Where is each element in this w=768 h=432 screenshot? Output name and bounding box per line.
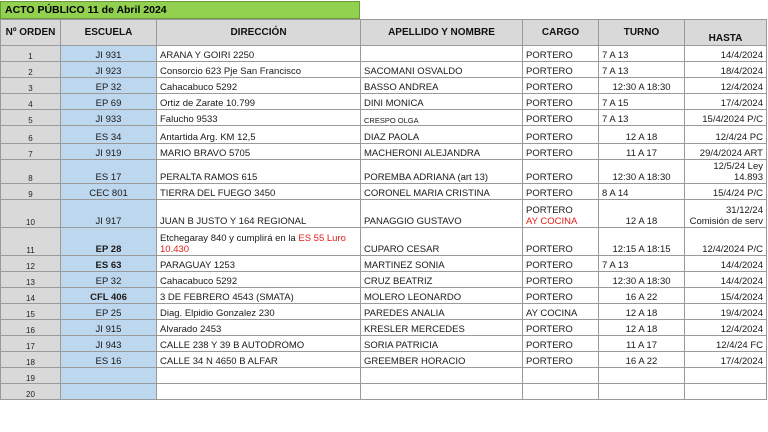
cell-nombre[interactable]: MACHERONI ALEJANDRA xyxy=(361,144,523,160)
direccion-text: CALLE 34 N 4650 B ALFAR xyxy=(160,356,278,367)
cell-direccion[interactable] xyxy=(157,228,361,256)
cargo-text: PORTERO xyxy=(526,66,573,77)
table-row xyxy=(1,46,767,62)
direccion-text: PERALTA RAMOS 615 xyxy=(160,172,258,183)
cell-nombre[interactable]: CRUZ BEATRIZ xyxy=(361,272,523,288)
cell-orden[interactable]: 16 xyxy=(1,320,61,336)
cargo-text: PORTERO xyxy=(526,324,573,335)
cell-orden[interactable]: 17 xyxy=(1,336,61,352)
direccion-text: Alvarado 2453 xyxy=(160,324,222,335)
cargo-text: PORTERO xyxy=(526,205,573,216)
cell-nombre[interactable]: MARTINEZ SONIA xyxy=(361,256,523,272)
cell-turno[interactable]: 7 A 13 xyxy=(599,110,685,126)
header-row xyxy=(1,20,767,46)
cell-escuela[interactable]: JI 933 xyxy=(61,110,157,126)
cell-direccion[interactable] xyxy=(157,110,361,126)
cell-orden[interactable]: 9 xyxy=(1,184,61,200)
cell-nombre[interactable]: CUPARO CESAR xyxy=(361,228,523,256)
table-row xyxy=(1,304,767,320)
cell-cargo[interactable] xyxy=(523,110,599,126)
cell-escuela[interactable]: EP 32 xyxy=(61,272,157,288)
direccion-text: Cahacabuco 5292 xyxy=(160,276,238,287)
header-turno: TURNO xyxy=(599,20,685,46)
table-row xyxy=(1,228,767,256)
cell-escuela[interactable]: CEC 801 xyxy=(61,184,157,200)
table-row xyxy=(1,200,767,228)
cell-orden[interactable]: 18 xyxy=(1,352,61,368)
cell-turno[interactable]: 12 A 18 xyxy=(599,126,685,144)
direccion-text: ARANA Y GOIRI 2250 xyxy=(160,50,255,61)
cell-nombre[interactable]: POREMBA ADRIANA (art 13) xyxy=(361,160,523,184)
cell-hasta[interactable]: 12/4/24 FC xyxy=(685,336,767,352)
cell-nombre[interactable]: CORONEL MARIA CRISTINA xyxy=(361,184,523,200)
cell-direccion[interactable] xyxy=(157,200,361,228)
cell-hasta[interactable]: 14/4/2024 xyxy=(685,46,767,62)
cell-direccion[interactable] xyxy=(157,126,361,144)
cell-hasta[interactable]: 19/4/2024 xyxy=(685,304,767,320)
cell-direccion[interactable] xyxy=(157,184,361,200)
cell-orden[interactable]: 4 xyxy=(1,94,61,110)
direccion-text: JUAN B JUSTO Y 164 REGIONAL xyxy=(160,216,307,227)
cell-hasta[interactable]: 12/4/24 PC xyxy=(685,126,767,144)
cell-hasta[interactable]: 17/4/2024 xyxy=(685,352,767,368)
cell-nombre[interactable] xyxy=(361,46,523,62)
cell-orden[interactable]: 20 xyxy=(1,384,61,400)
cell-orden[interactable]: 12 xyxy=(1,256,61,272)
table-row xyxy=(1,144,767,160)
direccion-text: Consorcio 623 Pje San Francisco xyxy=(160,66,301,77)
table-row xyxy=(1,272,767,288)
cell-cargo[interactable] xyxy=(523,352,599,368)
cell-escuela[interactable]: ES 16 xyxy=(61,352,157,368)
cell-escuela[interactable]: EP 69 xyxy=(61,94,157,110)
table-row xyxy=(1,160,767,184)
cell-cargo[interactable] xyxy=(523,272,599,288)
cell-turno[interactable]: 12:30 A 18:30 xyxy=(599,160,685,184)
cell-direccion[interactable] xyxy=(157,304,361,320)
table-row xyxy=(1,78,767,94)
cell-direccion[interactable] xyxy=(157,320,361,336)
cargo-text: PORTERO xyxy=(526,132,573,143)
cell-turno[interactable]: 7 A 13 xyxy=(599,256,685,272)
cell-escuela[interactable]: JI 915 xyxy=(61,320,157,336)
cell-hasta[interactable]: 29/4/2024 ART xyxy=(685,144,767,160)
direccion-text: 3 DE FEBRERO 4543 (SMATA) xyxy=(160,292,294,303)
header-direccion: DIRECCIÓN xyxy=(157,20,361,46)
cargo-text: PORTERO xyxy=(526,188,573,199)
cell-nombre[interactable]: PAREDES ANALIA xyxy=(361,304,523,320)
cell-orden[interactable]: 1 xyxy=(1,46,61,62)
cell-orden[interactable]: 14 xyxy=(1,288,61,304)
cargo-text: PORTERO xyxy=(526,260,573,271)
cell-orden[interactable]: 8 xyxy=(1,160,61,184)
cargo-text: PORTERO xyxy=(526,50,573,61)
cell-escuela[interactable]: JI 931 xyxy=(61,46,157,62)
cell-escuela[interactable] xyxy=(61,384,157,400)
cell-turno[interactable]: 12:15 A 18:15 xyxy=(599,228,685,256)
cell-cargo[interactable] xyxy=(523,256,599,272)
cell-turno[interactable]: 16 A 22 xyxy=(599,352,685,368)
cell-direccion[interactable] xyxy=(157,78,361,94)
cell-direccion[interactable] xyxy=(157,368,361,384)
direccion-text: Diag. Elpidio Gonzalez 230 xyxy=(160,308,275,319)
cell-escuela[interactable] xyxy=(61,368,157,384)
cell-nombre[interactable] xyxy=(361,384,523,400)
cell-turno[interactable]: 12:30 A 18:30 xyxy=(599,78,685,94)
cell-cargo[interactable] xyxy=(523,184,599,200)
cell-hasta[interactable]: 14/4/2024 xyxy=(685,272,767,288)
direccion-text: CALLE 238 Y 39 B AUTODROMO xyxy=(160,340,305,351)
cell-escuela[interactable]: JI 919 xyxy=(61,144,157,160)
cargo-text: PORTERO xyxy=(526,82,573,93)
cell-escuela[interactable]: ES 34 xyxy=(61,126,157,144)
cell-turno[interactable]: 12 A 18 xyxy=(599,304,685,320)
cell-hasta[interactable]: 12/4/2024 xyxy=(685,78,767,94)
cell-cargo[interactable] xyxy=(523,336,599,352)
cell-turno[interactable]: 7 A 13 xyxy=(599,62,685,78)
table-row xyxy=(1,368,767,384)
cell-cargo[interactable] xyxy=(523,144,599,160)
cell-escuela[interactable]: CFL 406 xyxy=(61,288,157,304)
cell-direccion[interactable] xyxy=(157,144,361,160)
direccion-text: Cahacabuco 5292 xyxy=(160,82,238,93)
direccion-text: Etchegaray 840 y cumplirá en la xyxy=(160,233,299,244)
cell-cargo[interactable] xyxy=(523,94,599,110)
cell-direccion[interactable] xyxy=(157,336,361,352)
cell-cargo[interactable] xyxy=(523,384,599,400)
cell-cargo[interactable] xyxy=(523,200,599,228)
direccion-text: PARAGUAY 1253 xyxy=(160,260,235,271)
header-hasta: HASTA xyxy=(685,20,767,46)
cargo-text: AY COCINA xyxy=(526,308,578,319)
cell-hasta[interactable]: 14/4/2024 xyxy=(685,256,767,272)
cell-hasta[interactable] xyxy=(685,384,767,400)
header-orden: Nº ORDEN xyxy=(1,20,61,46)
cell-cargo[interactable] xyxy=(523,304,599,320)
cell-nombre[interactable]: CRESPO OLGA xyxy=(361,110,523,126)
cell-hasta[interactable]: 17/4/2024 xyxy=(685,94,767,110)
cell-orden[interactable]: 11 xyxy=(1,228,61,256)
cell-direccion[interactable] xyxy=(157,160,361,184)
direccion-text: Falucho 9533 xyxy=(160,114,218,125)
header-nombre: APELLIDO Y NOMBRE xyxy=(361,20,523,46)
cell-hasta[interactable] xyxy=(685,368,767,384)
direccion-text: TIERRA DEL FUEGO 3450 xyxy=(160,188,276,199)
cell-hasta[interactable]: 15/4/2024 xyxy=(685,288,767,304)
cell-nombre[interactable]: KRESLER MERCEDES xyxy=(361,320,523,336)
cell-orden[interactable]: 5 xyxy=(1,110,61,126)
cell-direccion[interactable] xyxy=(157,256,361,272)
table-row xyxy=(1,352,767,368)
cell-orden[interactable]: 15 xyxy=(1,304,61,320)
cell-direccion[interactable] xyxy=(157,272,361,288)
cargo-text: PORTERO xyxy=(526,356,573,367)
cell-turno[interactable]: 8 A 14 xyxy=(599,184,685,200)
cell-turno[interactable]: 11 A 17 xyxy=(599,144,685,160)
cell-escuela[interactable]: EP 32 xyxy=(61,78,157,94)
cell-orden[interactable]: 10 xyxy=(1,200,61,228)
direccion-text: MARIO BRAVO 5705 xyxy=(160,148,251,159)
cell-turno[interactable]: 12 A 18 xyxy=(599,200,685,228)
direccion-text: Antartida Arg. KM 12,5 xyxy=(160,132,256,143)
cell-hasta[interactable]: 18/4/2024 xyxy=(685,62,767,78)
table-row xyxy=(1,320,767,336)
direccion-highlight: ES 55 Luro 10.430 xyxy=(160,233,346,255)
table-row xyxy=(1,256,767,272)
cell-cargo[interactable] xyxy=(523,320,599,336)
table-row xyxy=(1,288,767,304)
cell-cargo[interactable] xyxy=(523,288,599,304)
cell-direccion[interactable] xyxy=(157,384,361,400)
cargo-text: PORTERO xyxy=(526,172,573,183)
cell-direccion[interactable] xyxy=(157,288,361,304)
cell-escuela[interactable]: ES 17 xyxy=(61,160,157,184)
cell-direccion[interactable] xyxy=(157,62,361,78)
table-row xyxy=(1,110,767,126)
direccion-text: Ortiz de Zarate 10.799 xyxy=(160,98,256,109)
cell-cargo[interactable] xyxy=(523,228,599,256)
cargo-text: PORTERO xyxy=(526,244,573,255)
cell-escuela[interactable]: ES 63 xyxy=(61,256,157,272)
cargo-text: PORTERO xyxy=(526,148,573,159)
cargo-text: PORTERO xyxy=(526,292,573,303)
cargo-secondary: AY COCINA xyxy=(526,216,578,227)
cell-turno[interactable]: 7 A 15 xyxy=(599,94,685,110)
table-row xyxy=(1,384,767,400)
cell-orden[interactable]: 7 xyxy=(1,144,61,160)
table-row xyxy=(1,336,767,352)
cell-hasta[interactable]: 12/4/2024 P/C xyxy=(685,228,767,256)
cell-turno[interactable]: 7 A 13 xyxy=(599,46,685,62)
cell-nombre[interactable]: GREEMBER HORACIO xyxy=(361,352,523,368)
cell-nombre[interactable]: MOLERO LEONARDO xyxy=(361,288,523,304)
cargo-text: PORTERO xyxy=(526,276,573,287)
cell-direccion[interactable] xyxy=(157,46,361,62)
header-cargo: CARGO xyxy=(523,20,599,46)
cell-turno[interactable]: 16 A 22 xyxy=(599,288,685,304)
cell-escuela[interactable]: JI 917 xyxy=(61,200,157,228)
cell-orden[interactable]: 6 xyxy=(1,126,61,144)
cell-hasta[interactable]: 31/12/24 Comisión de serv xyxy=(685,200,767,228)
cell-escuela[interactable]: JI 943 xyxy=(61,336,157,352)
cell-cargo[interactable] xyxy=(523,160,599,184)
cargo-text: PORTERO xyxy=(526,98,573,109)
cell-cargo[interactable] xyxy=(523,78,599,94)
cell-turno[interactable]: 11 A 17 xyxy=(599,336,685,352)
cell-escuela[interactable]: JI 923 xyxy=(61,62,157,78)
table-row xyxy=(1,184,767,200)
cargo-text: PORTERO xyxy=(526,340,573,351)
cell-nombre[interactable]: BASSO ANDREA xyxy=(361,78,523,94)
sheet-title: ACTO PÚBLICO 11 de Abril 2024 xyxy=(0,1,360,19)
cell-orden[interactable]: 13 xyxy=(1,272,61,288)
cargo-text: PORTERO xyxy=(526,114,573,125)
cell-turno[interactable]: 12:30 A 18:30 xyxy=(599,272,685,288)
cell-turno[interactable]: 12 A 18 xyxy=(599,320,685,336)
cell-hasta[interactable]: 15/4/2024 P/C xyxy=(685,110,767,126)
cell-escuela[interactable]: EP 28 xyxy=(61,228,157,256)
assignments-table xyxy=(0,19,767,400)
cell-direccion[interactable] xyxy=(157,352,361,368)
cell-orden[interactable]: 19 xyxy=(1,368,61,384)
cell-cargo[interactable] xyxy=(523,46,599,62)
cell-turno[interactable] xyxy=(599,384,685,400)
cell-escuela[interactable]: EP 25 xyxy=(61,304,157,320)
cell-nombre[interactable]: PANAGGIO GUSTAVO xyxy=(361,200,523,228)
cell-nombre[interactable]: SACOMANI OSVALDO xyxy=(361,62,523,78)
cell-orden[interactable]: 2 xyxy=(1,62,61,78)
cell-hasta[interactable]: 12/4/2024 xyxy=(685,320,767,336)
cell-hasta[interactable]: 15/4/24 P/C xyxy=(685,184,767,200)
cell-cargo[interactable] xyxy=(523,62,599,78)
cell-cargo[interactable] xyxy=(523,126,599,144)
cell-cargo[interactable] xyxy=(523,368,599,384)
table-row xyxy=(1,126,767,144)
cell-direccion[interactable] xyxy=(157,94,361,110)
cell-nombre[interactable] xyxy=(361,368,523,384)
cell-turno[interactable] xyxy=(599,368,685,384)
table-row xyxy=(1,62,767,78)
cell-orden[interactable]: 3 xyxy=(1,78,61,94)
table-row xyxy=(1,94,767,110)
header-escuela: ESCUELA xyxy=(61,20,157,46)
cell-nombre[interactable]: SORIA PATRICIA xyxy=(361,336,523,352)
cell-nombre[interactable]: DINI MONICA xyxy=(361,94,523,110)
cell-hasta[interactable]: 12/5/24 Ley 14.893 xyxy=(685,160,767,184)
cell-nombre[interactable]: DIAZ PAOLA xyxy=(361,126,523,144)
